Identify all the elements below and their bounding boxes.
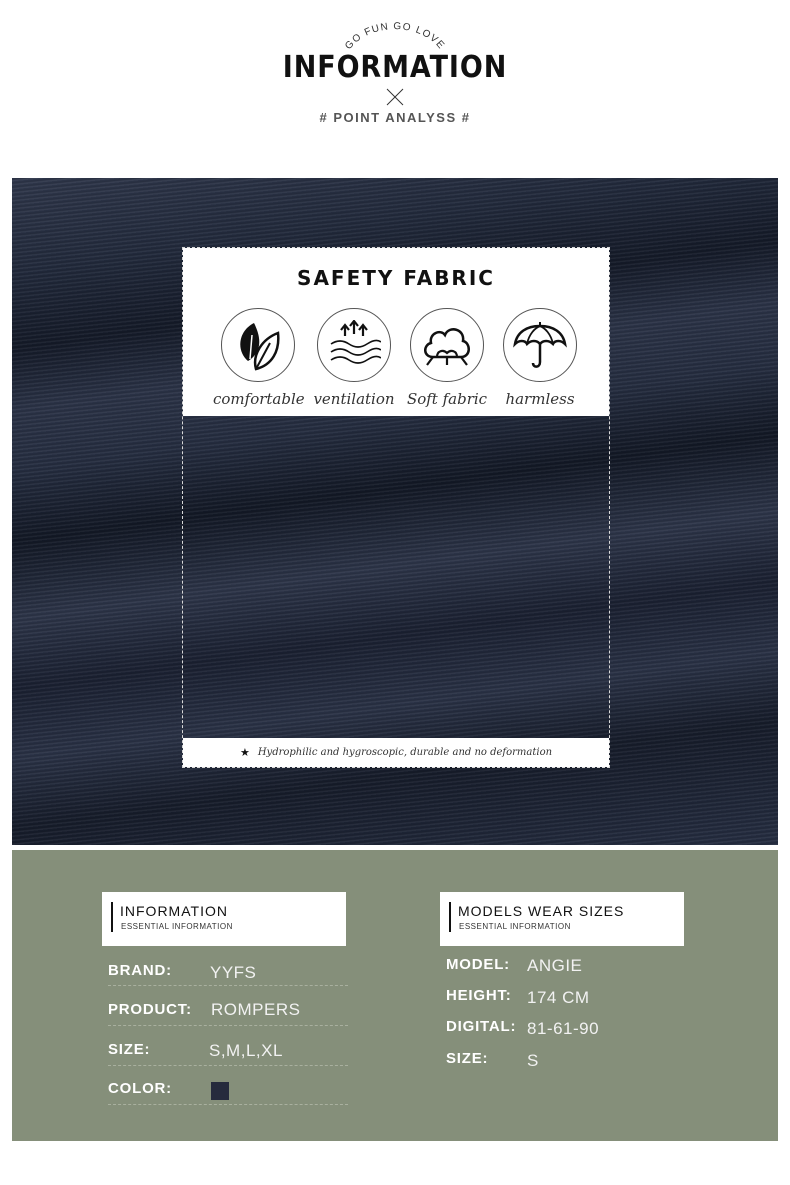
height-row (446, 987, 686, 1011)
ventilation-icon (317, 308, 391, 382)
row-value: 174 CM (527, 988, 590, 1007)
models-title: MODELS WEAR SIZES (458, 903, 625, 919)
row-key: SIZE: (446, 1050, 489, 1067)
color-row (108, 1080, 348, 1105)
feature-comfortable (213, 308, 303, 408)
leaf-icon (221, 308, 295, 382)
cotton-icon (410, 308, 484, 382)
feature-label: ventilation (313, 390, 395, 408)
feature-label: comfortable (213, 390, 305, 408)
model-row (446, 956, 686, 980)
row-value: ANGIE (527, 956, 583, 975)
information-subtitle: ESSENTIAL INFORMATION (121, 922, 233, 931)
header-bar (111, 902, 113, 932)
card-footer (183, 738, 609, 767)
row-key: PRODUCT: (108, 1001, 192, 1018)
header (0, 0, 790, 170)
models-subtitle: ESSENTIAL INFORMATION (459, 922, 571, 931)
model-size-row (446, 1050, 686, 1074)
color-swatch (211, 1082, 229, 1100)
product-row (108, 1001, 348, 1026)
feature-label: harmless (505, 390, 575, 408)
digital-row (446, 1018, 686, 1042)
feature-label: Soft fabric (406, 390, 488, 408)
header-bar (449, 902, 451, 932)
row-key: DIGITAL: (446, 1018, 517, 1035)
row-key: COLOR: (108, 1080, 172, 1097)
row-key: MODEL: (446, 956, 510, 973)
size-row (108, 1041, 348, 1066)
row-key: HEIGHT: (446, 987, 512, 1004)
information-header-box (102, 892, 346, 946)
fabric-note: Hydrophilic and hygroscopic, durable and no deformation (257, 747, 553, 758)
arc-slogan-text: GO FUN GO LOVE (343, 20, 447, 52)
umbrella-icon (503, 308, 577, 382)
page-title: INFORMATION (282, 50, 508, 85)
row-value: 81-61-90 (527, 1019, 600, 1038)
safety-fabric-card (182, 247, 610, 768)
feature-ventilation (309, 308, 399, 408)
row-key: BRAND: (108, 962, 172, 979)
fabric-photo (12, 178, 778, 845)
cross-icon (385, 87, 405, 107)
card-header (183, 248, 609, 416)
row-value: S (527, 1051, 539, 1070)
info-panel (12, 850, 778, 1141)
page-subtitle: # POINT ANALYSS # (319, 110, 471, 125)
row-key: SIZE: (108, 1041, 151, 1058)
information-title: INFORMATION (120, 903, 228, 919)
models-header-box (440, 892, 684, 946)
feature-soft-fabric (402, 308, 492, 408)
svg-text:GO FUN GO LOVE (343, 21, 447, 52)
feature-harmless (495, 308, 585, 408)
row-value: YYFS (210, 963, 257, 982)
star-icon: ★ (239, 747, 250, 759)
brand-row (108, 962, 348, 986)
row-value: S,M,L,XL (209, 1041, 283, 1060)
row-value: ROMPERS (211, 1000, 301, 1019)
card-title: SAFETY FABRIC (297, 266, 495, 290)
